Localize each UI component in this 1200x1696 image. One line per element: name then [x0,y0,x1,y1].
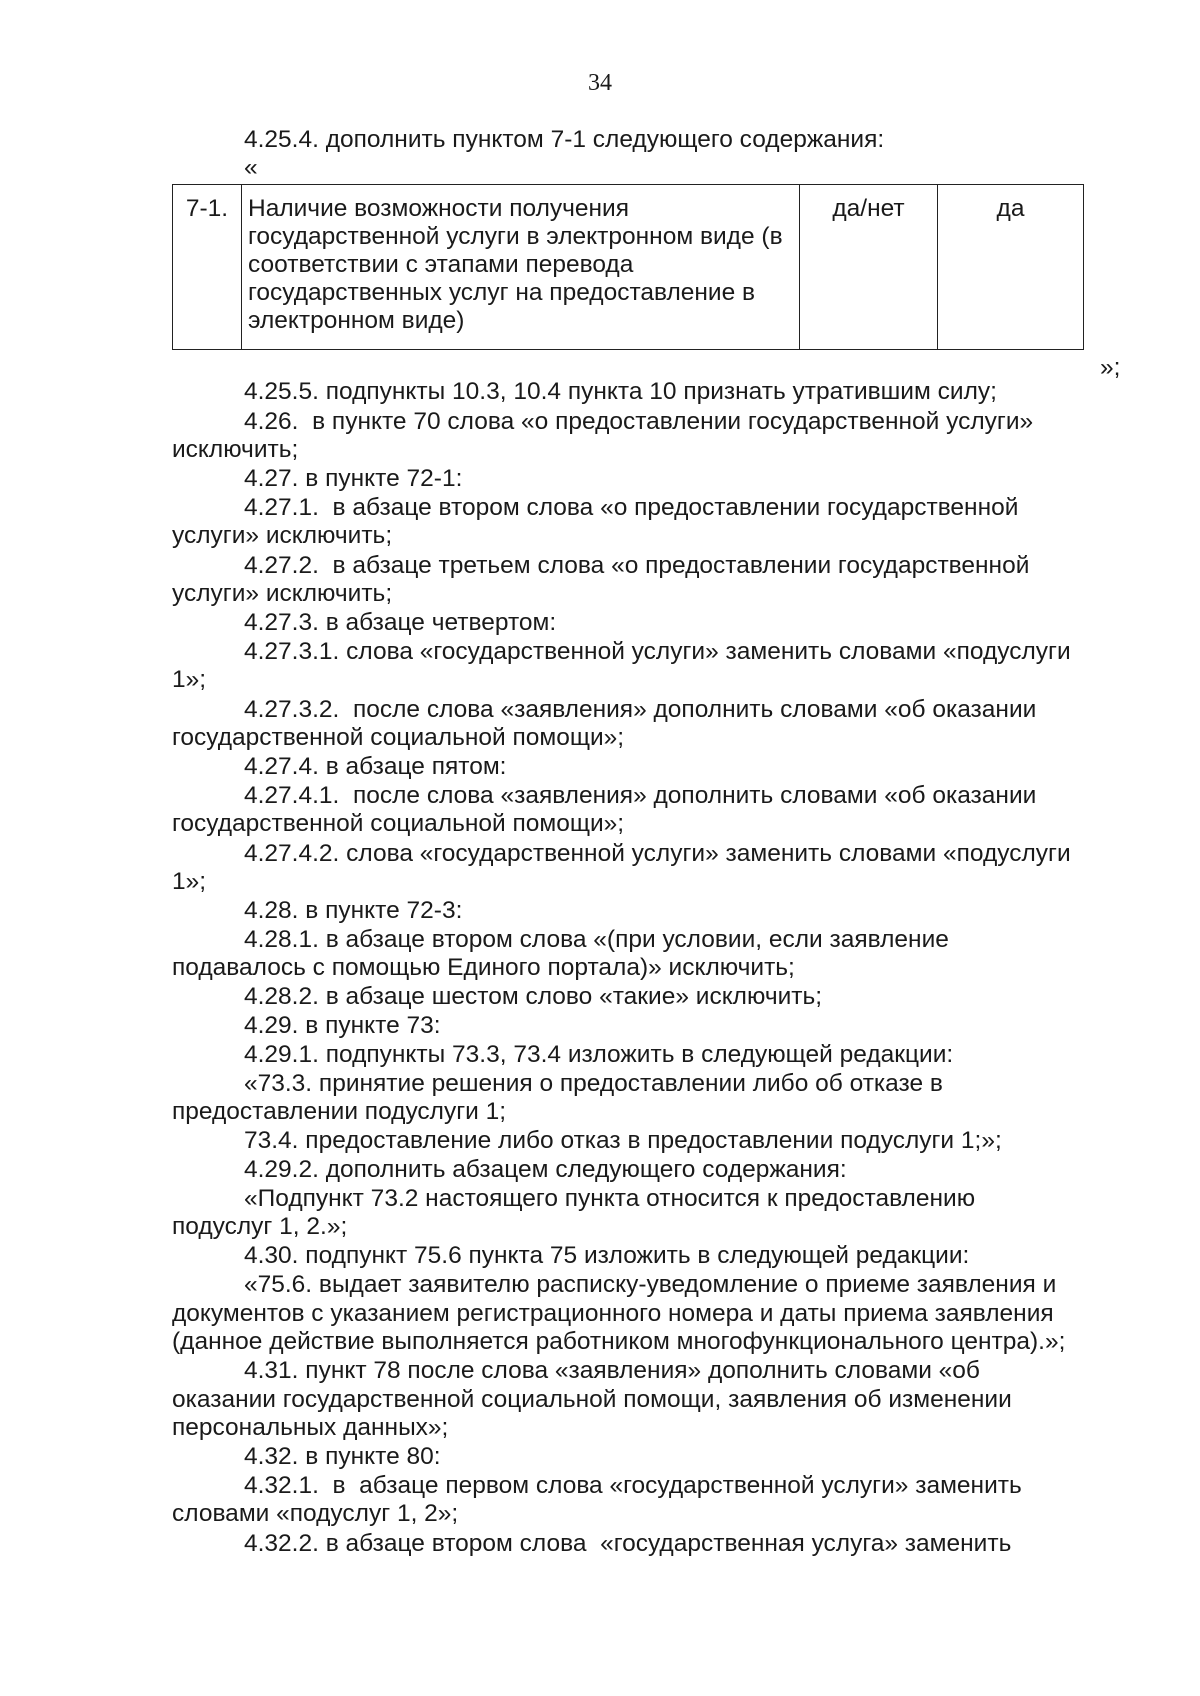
paragraph-line: 4.32.1. в абзаце первом слова «государственной услуги» заменить [244,1472,1022,1499]
paragraph-line: подуслуг 1, 2.»; [172,1213,348,1240]
paragraph-line: оказании государственной социальной помощи, заявления об изменении [172,1386,1012,1413]
paragraph-line: 4.27.4.1. после слова «заявления» дополнить словами «об оказании [244,782,1037,809]
inserted-table [172,184,1084,350]
paragraph-line: 73.4. предоставление либо отказ в предоставлении подуслуги 1;»; [244,1127,1002,1154]
paragraph-line: 4.32.2. в абзаце втором слова «государственная услуга» заменить [244,1530,1012,1557]
paragraph-line: 4.27.2. в абзаце третьем слова «о предоставлении государственной [244,552,1030,579]
table-cell-description: Наличие возможности получения государственной услуги в электронном виде (в соответствии с этапами перевода государственных услуг на предоставление в электронном виде) [242,185,800,350]
paragraph-line: «75.6. выдает заявителю расписку-уведомление о приеме заявления и [244,1271,1057,1298]
paragraph-line: 4.29.1. подпункты 73.3, 73.4 изложить в следующей редакции: [244,1041,954,1068]
paragraph-line: 4.27.1. в абзаце втором слова «о предоставлении государственной [244,494,1019,521]
paragraph-line: государственной социальной помощи»; [172,810,625,837]
paragraph-line: 4.31. пункт 78 после слова «заявления» дополнить словами «об [244,1357,980,1384]
page-number: 34 [588,70,612,96]
paragraph-line: 1»; [172,666,207,693]
paragraph-line: 4.25.4. дополнить пунктом 7-1 следующего содержания: [244,126,885,153]
paragraph-line: 4.29. в пункте 73: [244,1012,441,1039]
paragraph-line: подавалось с помощью Единого портала)» исключить; [172,954,795,981]
paragraph-line: 4.26. в пункте 70 слова «о предоставлении государственной услуги» [244,408,1034,435]
table-cell-unit: да/нет [800,185,938,350]
paragraph-line: (данное действие выполняется работником многофункционального центра).»; [172,1328,1066,1355]
paragraph-line: «Подпункт 73.2 настоящего пункта относится к предоставлению [244,1185,976,1212]
paragraph-line: услуги» исключить; [172,522,393,549]
paragraph-line: 4.28. в пункте 72-3: [244,897,463,924]
paragraph-line: 4.28.1. в абзаце втором слова «(при условии, если заявление [244,926,949,953]
paragraph-line: государственной социальной помощи»; [172,724,625,751]
paragraph-line: 4.27.4. в абзаце пятом: [244,753,507,780]
paragraph-line: 4.32. в пункте 80: [244,1443,441,1470]
close-quote: »; [1100,354,1121,381]
paragraph-line: исключить; [172,436,299,463]
paragraph-line: 4.28.2. в абзаце шестом слово «такие» исключить; [244,983,823,1010]
table-cell-number: 7-1. [173,185,242,350]
paragraph-line: 4.25.5. подпункты 10.3, 10.4 пункта 10 признать утратившим силу; [244,378,997,405]
paragraph-line: 4.27.3.1. слова «государственной услуги» заменить словами «подуслуги [244,638,1071,665]
paragraph-line: 4.29.2. дополнить абзацем следующего содержания: [244,1156,847,1183]
paragraph-line: «73.3. принятие решения о предоставлении либо об отказе в [244,1070,943,1097]
open-quote: « [244,154,258,181]
paragraph-line: 4.27.3. в абзаце четвертом: [244,609,557,636]
paragraph-line: документов с указанием регистрационного номера и даты приема заявления [172,1300,1054,1327]
paragraph-line: персональных данных»; [172,1414,449,1441]
paragraph-line: 4.30. подпункт 75.6 пункта 75 изложить в следующей редакции: [244,1242,970,1269]
paragraph-line: 4.27.4.2. слова «государственной услуги» заменить словами «подуслуги [244,840,1071,867]
paragraph-line: словами «подуслуг 1, 2»; [172,1500,459,1527]
paragraph-line: услуги» исключить; [172,580,393,607]
paragraph-line: 4.27. в пункте 72-1: [244,465,463,492]
paragraph-line: 4.27.3.2. после слова «заявления» дополнить словами «об оказании [244,696,1037,723]
table-cell-value: да [938,185,1084,350]
paragraph-line: 1»; [172,868,207,895]
paragraph-line: предоставлении подуслуги 1; [172,1098,507,1125]
table-row [173,185,1084,350]
